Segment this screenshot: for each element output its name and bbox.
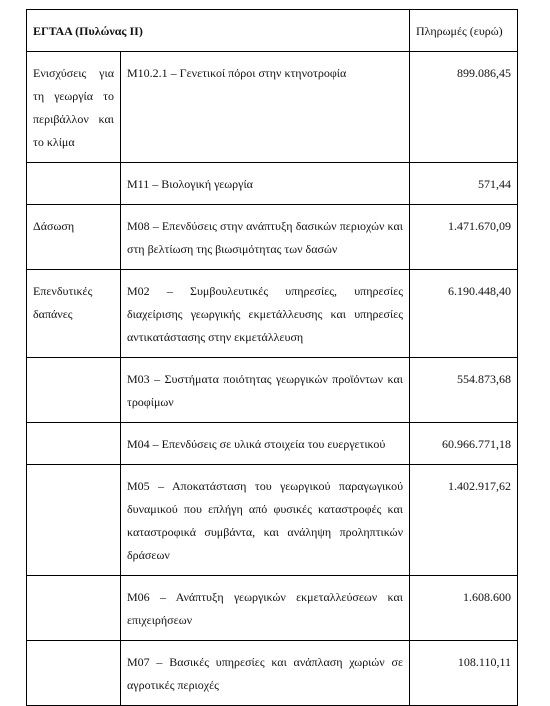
category-cell [27, 465, 121, 576]
measure-cell: Μ06 – Ανάπτυξη γεωργικών εκμεταλλεύσεων και επιχειρήσεων [121, 576, 410, 641]
category-cell [27, 163, 121, 205]
table-header-row [27, 10, 518, 52]
table-row [27, 576, 518, 641]
category-cell: Δάσωση [27, 205, 121, 270]
measure-cell: Μ07 – Βασικές υπηρεσίες και ανάπλαση χωριών σε αγροτικές περιοχές [121, 641, 410, 706]
category-cell: Επενδυτικές δαπάνες [27, 270, 121, 358]
amount-cell: 6.190.448,40 [410, 270, 518, 358]
measure-cell: Μ08 – Επενδύσεις στην ανάπτυξη δασικών περιοχών και στη βελτίωση της βιωσιμότητας των δασών [121, 205, 410, 270]
amount-cell: 60.966.771,18 [410, 423, 518, 465]
amount-cell: 1.608.600 [410, 576, 518, 641]
table-row [27, 465, 518, 576]
measure-cell: Μ05 – Αποκατάσταση του γεωργικού παραγωγικού δυναμικού που επλήγη από φυσικές καταστροφές και καταστροφικά συμβάντα, και ανάληψη προληπτικών δράσεων [121, 465, 410, 576]
category-cell [27, 576, 121, 641]
measure-cell: Μ10.2.1 – Γενετικοί πόροι στην κτηνοτροφία [121, 52, 410, 163]
measure-cell: Μ11 – Βιολογική γεωργία [121, 163, 410, 205]
measure-cell: Μ02 – Συμβουλευτικές υπηρεσίες, υπηρεσίες διαχείρισης γεωργικής εκμετάλλευσης και υπηρεσίες αντικατάστασης στην εκμετάλλευση [121, 270, 410, 358]
table-row [27, 641, 518, 706]
amount-cell: 899.086,45 [410, 52, 518, 163]
table-row [27, 423, 518, 465]
amount-cell: 1.402.917,62 [410, 465, 518, 576]
table-row [27, 52, 518, 163]
payments-table [26, 9, 518, 706]
amount-cell: 1.471.670,09 [410, 205, 518, 270]
table-title: ΕΓΤΑΑ (Πυλώνας ΙΙ) [27, 10, 410, 52]
measure-cell: Μ04 – Επενδύσεις σε υλικά στοιχεία του ευεργετικού [121, 423, 410, 465]
category-cell [27, 423, 121, 465]
measure-cell: Μ03 – Συστήματα ποιότητας γεωργικών προϊόντων και τροφίμων [121, 358, 410, 423]
amount-cell: 554.873,68 [410, 358, 518, 423]
table-row [27, 163, 518, 205]
amount-column-header: Πληρωμές (ευρώ) [410, 10, 518, 52]
table-row [27, 270, 518, 358]
table-row [27, 205, 518, 270]
table-row [27, 358, 518, 423]
category-cell [27, 641, 121, 706]
amount-cell: 571,44 [410, 163, 518, 205]
category-cell: Ενισχύσεις για τη γεωργία το περιβάλλον και το κλίμα [27, 52, 121, 163]
amount-cell: 108.110,11 [410, 641, 518, 706]
category-cell [27, 358, 121, 423]
